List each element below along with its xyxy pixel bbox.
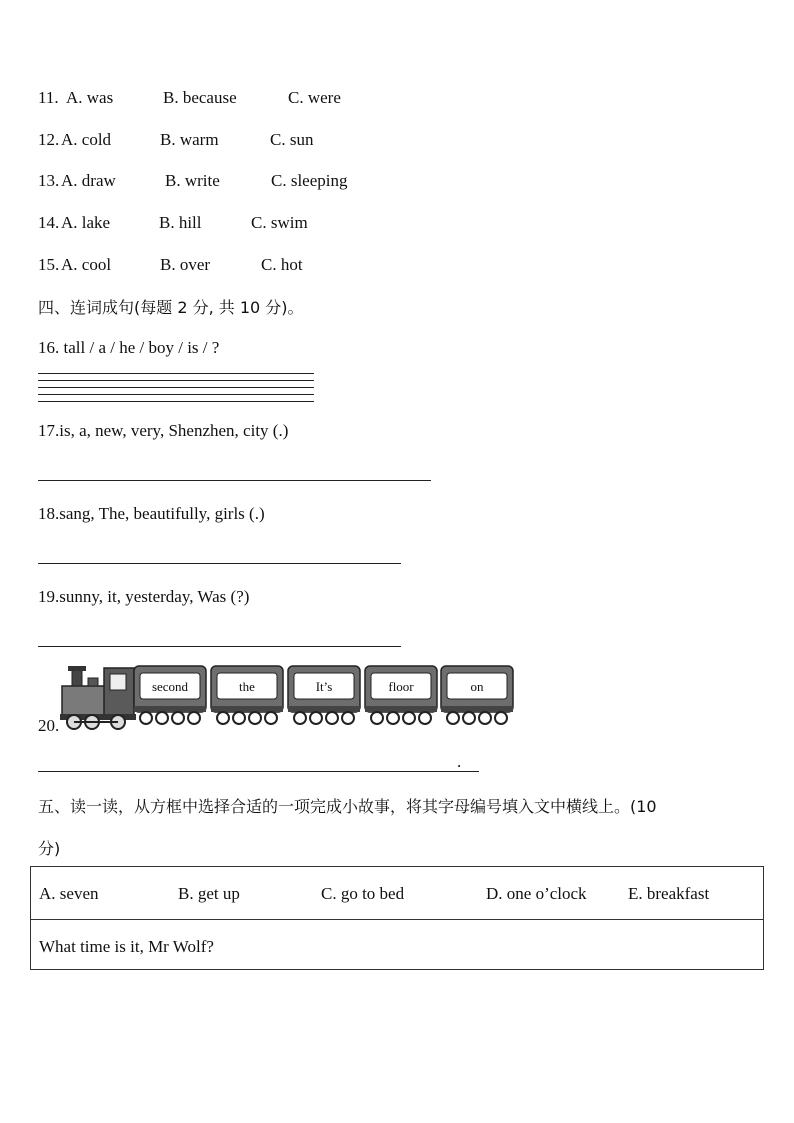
answer-line-19[interactable] (38, 646, 401, 647)
question-18: 18.sang, The, beautifully, girls (.) (38, 504, 265, 523)
question-number: 15. (38, 255, 60, 274)
option-c: C. sun (270, 130, 314, 149)
option-b: B. hill (159, 213, 202, 232)
answer-20-period: . (457, 752, 462, 771)
option-b: B. because (163, 88, 237, 107)
option-c: C. hot (261, 255, 303, 274)
story-first-line: What time is it, Mr Wolf? (39, 937, 214, 956)
section-4-heading: 四、连词成句(每题 2 分, 共 10 分)。 (38, 298, 304, 317)
word-option-d: D. one o’clock (486, 884, 587, 903)
question-17: 17.is, a, new, very, Shenzhen, city (.) (38, 421, 289, 440)
question-14 (38, 213, 438, 233)
section-5-heading-line-2: 分) (38, 839, 61, 858)
option-b: B. over (160, 255, 211, 274)
answer-line-18[interactable] (38, 563, 401, 564)
word-option-b: B. get up (178, 884, 240, 903)
question-19: 19.sunny, it, yesterday, Was (?) (38, 587, 250, 606)
train-word-4: floor (388, 679, 414, 694)
train-illustration (60, 662, 520, 732)
question-11 (38, 88, 438, 108)
word-box (30, 866, 764, 970)
question-15 (38, 255, 438, 275)
word-option-a: A. seven (39, 884, 99, 903)
option-b: B. warm (160, 130, 219, 149)
train-word-2: the (239, 679, 255, 694)
train-word-1: second (151, 679, 189, 694)
question-16: 16. tall / a / he / boy / is / ? (38, 338, 220, 357)
option-c: C. were (288, 88, 341, 107)
option-a: A. draw (61, 171, 116, 190)
option-a: A. cold (61, 130, 112, 149)
question-13 (38, 171, 438, 191)
section-5-heading-line-1: 五、读一读，从方框中选择合适的一项完成小故事，将其字母编号填入文中横线上。(10 (38, 797, 657, 816)
question-12 (38, 130, 438, 150)
train-wagon-4 (365, 666, 437, 724)
word-option-c: C. go to bed (321, 884, 405, 903)
train-wagon-2 (211, 666, 283, 724)
question-20-number: 20. (38, 716, 60, 735)
train-wagon-5 (441, 666, 513, 724)
question-number: 11. (38, 88, 59, 107)
option-c: C. sleeping (271, 171, 348, 190)
option-c: C. swim (251, 213, 308, 232)
train-wagon-1 (134, 666, 206, 724)
train-word-5: on (470, 679, 484, 694)
answer-line-17[interactable] (38, 480, 431, 481)
option-a: A. was (66, 88, 114, 107)
train-word-3: It’s (315, 679, 333, 694)
locomotive-icon (60, 666, 136, 729)
option-b: B. write (165, 171, 220, 190)
question-number: 14. (38, 213, 60, 232)
word-option-e: E. breakfast (628, 884, 710, 903)
word-box-options-row (31, 867, 763, 920)
option-a: A. cool (61, 255, 112, 274)
option-a: A. lake (61, 213, 111, 232)
question-number: 13. (38, 171, 60, 190)
train-wagon-3 (288, 666, 360, 724)
question-number: 12. (38, 130, 60, 149)
answer-line-20[interactable] (38, 771, 479, 772)
